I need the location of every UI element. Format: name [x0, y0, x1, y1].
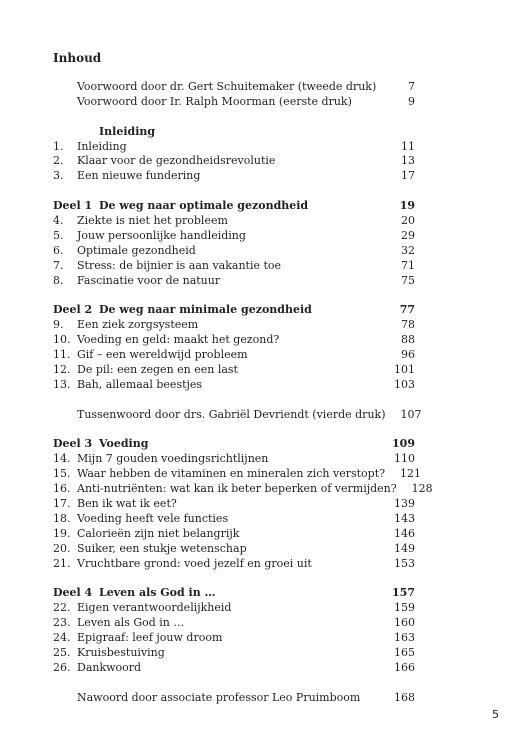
toc-entry [53, 527, 415, 542]
entry-number: 12. [53, 362, 71, 376]
entry-number [53, 408, 77, 423]
toc-entry [53, 154, 415, 169]
entry-page: 109 [392, 437, 415, 451]
entry-page: 160 [394, 616, 415, 630]
toc-entry [53, 661, 415, 676]
section-spacer [53, 422, 415, 437]
entry-text: Mijn 7 gouden voedingsrichtlijnen [77, 452, 269, 466]
entry-text: Voorwoord door Ir. Ralph Moorman (eerste druk) [77, 94, 352, 108]
entry-page: 17 [401, 169, 415, 183]
toc-entry [53, 452, 415, 467]
toc-entry [53, 348, 415, 363]
entry-page: 110 [394, 452, 415, 466]
section-spacer [53, 110, 415, 125]
entry-text: Eigen verantwoordelijkheid [77, 601, 232, 615]
entry-text: Leven als God in … [77, 616, 185, 630]
entry-page: 32 [401, 243, 415, 257]
entry-number: 4. [53, 214, 64, 228]
toc-entry [53, 691, 415, 706]
entry-text: Voeding heeft vele functies [77, 511, 229, 525]
entry-text: Klaar voor de gezondheidsrevolutie [77, 154, 276, 168]
toc-entry [53, 80, 415, 95]
entry-number: 5. [53, 228, 64, 242]
toc-entry [53, 318, 415, 333]
entry-text: Tussenwoord door drs. Gabriël Devriendt (vierde druk) [77, 407, 386, 421]
entry-number: 13. [53, 377, 71, 391]
section-heading [53, 303, 415, 318]
entry-text: Gif – een wereldwijd probleem [77, 348, 248, 362]
entry-page: 149 [394, 541, 415, 555]
entry-page: 121 [400, 467, 422, 481]
entry-text: Calorieën zijn niet belangrijk [77, 526, 240, 540]
section-spacer [53, 288, 415, 303]
toc-entry [53, 169, 415, 184]
entry-page: 103 [394, 377, 415, 391]
toc-entry [53, 497, 415, 512]
entry-text: Nawoord door associate professor Leo Pruimboom [77, 690, 361, 704]
entry-text: Waar hebben de vitaminen en mineralen zich verstopt? [77, 467, 386, 481]
entry-text: De pil: een zegen en een last [77, 362, 238, 376]
entry-page: 9 [408, 94, 415, 108]
entry-number: 10. [53, 333, 71, 347]
entry-number: 24. [53, 630, 71, 644]
entry-number: 25. [53, 645, 71, 659]
entry-text: Epigraaf: leef jouw droom [77, 630, 223, 644]
entry-page: 71 [401, 258, 415, 272]
entry-text: Fascinatie voor de natuur [77, 273, 221, 287]
entry-page: 101 [394, 362, 415, 376]
table-of-contents [53, 51, 433, 705]
entry-text: Leven als God in … [99, 586, 216, 600]
entry-number [53, 95, 77, 110]
entry-number: 20. [53, 541, 71, 555]
entry-number: 2. [53, 154, 64, 168]
entry-text: Kruisbestuiving [77, 645, 165, 659]
entry-text: Optimale gezondheid [77, 243, 196, 257]
toc-entry [53, 601, 415, 616]
entry-text: Een ziek zorgsysteem [77, 318, 199, 332]
toc-entry [53, 512, 415, 527]
entry-number: 8. [53, 273, 64, 287]
entry-number: 19. [53, 526, 71, 540]
section-spacer [53, 393, 415, 408]
entry-number [53, 80, 77, 95]
entry-page: 143 [394, 511, 415, 525]
entry-number: 7. [53, 258, 64, 272]
toc-entry [53, 214, 415, 229]
section-heading [53, 125, 415, 140]
entry-page: 163 [394, 630, 415, 644]
toc-body [53, 80, 433, 705]
entry-number: 23. [53, 616, 71, 630]
entry-number: 21. [53, 556, 71, 570]
entry-number: 22. [53, 601, 71, 615]
entry-page: 128 [411, 482, 433, 496]
entry-page: 96 [401, 348, 415, 362]
toc-entry [53, 407, 422, 423]
entry-page: 29 [401, 228, 415, 242]
section-spacer [53, 676, 415, 691]
entry-number: 18. [53, 511, 71, 525]
entry-number [53, 125, 99, 140]
entry-text: Voorwoord door dr. Gert Schuitemaker (tweede druk) [77, 80, 377, 93]
entry-text: Dankwoord [77, 660, 142, 674]
entry-number: 9. [53, 318, 64, 332]
toc-entry [53, 542, 415, 557]
section-heading [53, 199, 415, 214]
entry-page: 168 [394, 690, 415, 704]
entry-page: 88 [401, 333, 415, 347]
toc-entry [53, 274, 415, 289]
entry-number: Deel 2 [53, 303, 93, 317]
entry-page: 146 [394, 526, 415, 540]
entry-text: Ben ik wat ik eet? [77, 496, 177, 510]
entry-number: 14. [53, 452, 71, 466]
entry-text: Bah, allemaal beestjes [77, 377, 203, 391]
entry-text: Inleiding [77, 139, 127, 153]
entry-number: 3. [53, 169, 64, 183]
toc-entry [53, 363, 415, 378]
toc-entry [53, 229, 415, 244]
entry-page [379, 125, 415, 140]
entry-page: 153 [394, 556, 415, 570]
section-heading [53, 437, 415, 452]
entry-number: 6. [53, 243, 64, 257]
entry-page: 11 [401, 139, 415, 153]
toc-entry [53, 557, 415, 572]
toc-entry [53, 482, 433, 497]
entry-number: 11. [53, 348, 71, 362]
entry-page: 139 [394, 496, 415, 510]
toc-entry [53, 333, 415, 348]
toc-entry [53, 95, 415, 110]
section-spacer [53, 571, 415, 586]
entry-number: Deel 4 [53, 586, 93, 600]
entry-text: Vruchtbare grond: voed jezelf en groei uit [77, 556, 312, 570]
entry-text: Ziekte is niet het probleem [77, 214, 228, 228]
entry-text: Voeding en geld: maakt het gezond? [77, 333, 280, 347]
toc-title: Inhoud [53, 51, 102, 65]
entry-page: 13 [401, 154, 415, 168]
entry-text: Anti-nutriënten: wat kan ik beter beperken of vermijden? [77, 482, 397, 496]
section-spacer [53, 184, 415, 199]
toc-entry [53, 646, 415, 661]
entry-number: 26. [53, 660, 71, 674]
entry-number [53, 691, 77, 706]
toc-entry [53, 140, 415, 155]
entry-page: 77 [399, 303, 415, 317]
entry-page: 19 [399, 199, 415, 213]
entry-text: Voeding [99, 437, 149, 451]
entry-page: 107 [400, 407, 422, 421]
entry-page: 157 [392, 586, 415, 600]
entry-text: Inleiding [99, 124, 156, 138]
entry-number: 1. [53, 139, 64, 153]
toc-entry [53, 259, 415, 274]
toc-entry [53, 378, 415, 393]
entry-page: 75 [401, 273, 415, 287]
entry-text: Suiker, een stukje wetenschap [77, 541, 247, 555]
entry-page: 20 [401, 214, 415, 228]
entry-number: 15. [53, 467, 71, 481]
entry-text: Een nieuwe fundering [77, 169, 201, 183]
entry-text: Jouw persoonlijke handleiding [77, 228, 246, 242]
entry-number: 17. [53, 496, 71, 510]
entry-text: De weg naar optimale gezondheid [99, 199, 309, 213]
entry-page: 166 [394, 660, 415, 674]
entry-page: 159 [394, 601, 415, 615]
entry-number: 16. [53, 482, 71, 496]
entry-page: 165 [394, 645, 415, 659]
toc-entry [53, 244, 415, 259]
toc-entry [53, 631, 415, 646]
entry-text: Stress: de bijnier is aan vakantie toe [77, 258, 282, 272]
entry-text: De weg naar minimale gezondheid [99, 303, 312, 317]
entry-number: Deel 3 [53, 437, 93, 451]
section-heading [53, 586, 415, 601]
toc-entry [53, 616, 415, 631]
entry-page: 78 [401, 318, 415, 332]
entry-number: Deel 1 [53, 199, 93, 213]
page-number: 5 [492, 708, 499, 721]
toc-entry [53, 467, 422, 482]
entry-page: 7 [408, 80, 415, 93]
